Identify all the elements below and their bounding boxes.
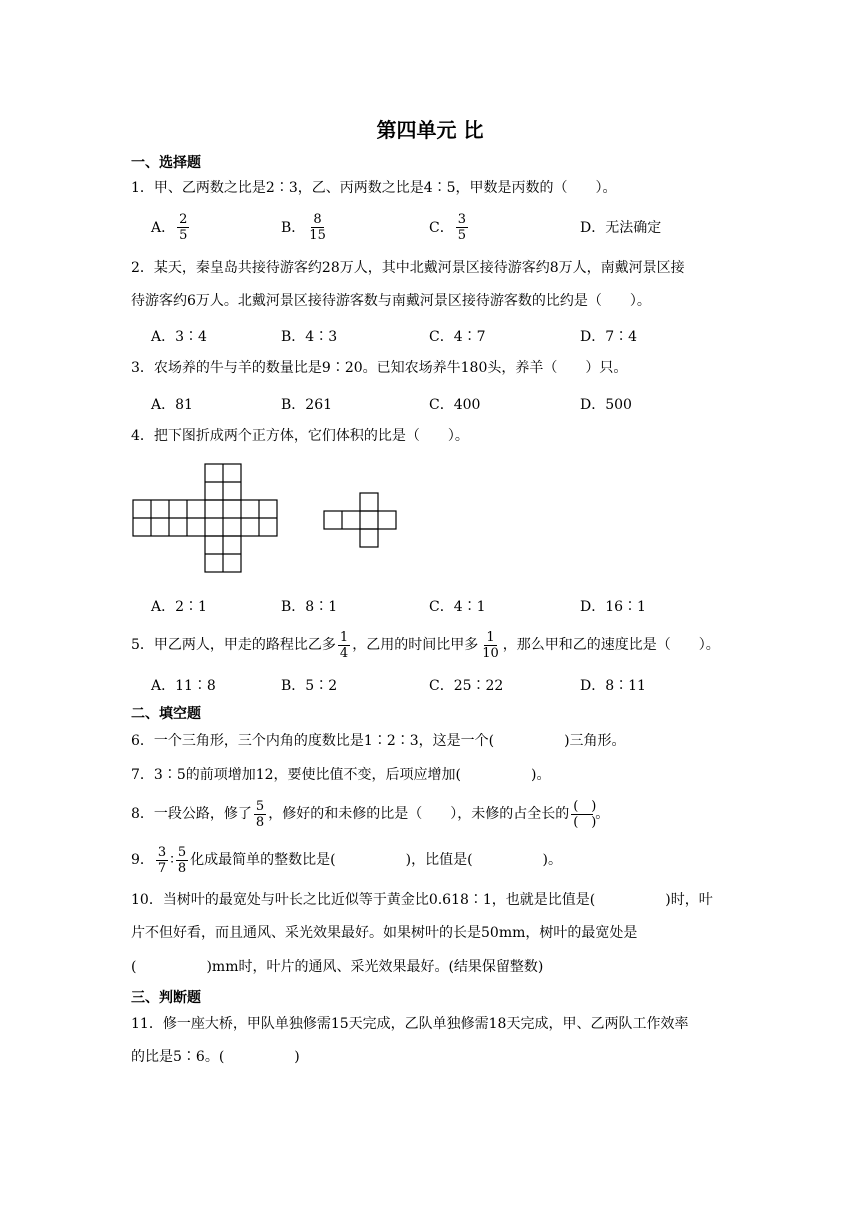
question-10-line-2: 片不但好看，而且通风、采光效果最好。如果树叶的长是50mm，树叶的最宽处是: [131, 925, 638, 941]
question-9-text: 9． $\frac{3}{7}$ ∶ $\frac{5}{8}$ 化成最简单的整数比是( )，比值是( )。: [131, 844, 562, 876]
small-cube-net: [324, 493, 396, 547]
question-5-text: 5．甲乙两人，甲走的路程比乙多 $\frac{1}{4}$ ，乙用的时间比甲多 $\frac{1}{10}$ ，那么甲和乙的速度比是（ ）。: [131, 629, 720, 661]
question-11-line-2: 的比是5∶6。( ): [131, 1049, 300, 1065]
question-2-line-2: 待游客约6万人。北戴河景区接待游客数与南戴河景区接待游客数的比约是（ ）。: [131, 293, 651, 309]
question-1-options: [151, 212, 751, 242]
question-4-text: 4．把下图折成两个正方体，它们体积的比是（ ）。: [131, 428, 469, 444]
fraction: $\frac{5}{8}$: [255, 798, 265, 830]
option-b: B．8∶1: [281, 599, 338, 615]
option-a: A．2∶1: [151, 599, 207, 615]
option-a: A．3∶4: [151, 329, 207, 345]
page-title: 第四单元 比: [376, 118, 484, 142]
section-heading-fill: 二、填空题: [131, 706, 201, 722]
option-d: D．7∶4: [580, 329, 638, 345]
option-c: C．4∶7: [429, 329, 486, 345]
question-11-line-1: 11．修一座大桥，甲队单独修需15天完成，乙队单独修需18天完成，甲、乙两队工作效率: [131, 1016, 689, 1032]
option-b: B．261: [281, 397, 333, 413]
fraction: $\frac{1}{4}$: [339, 629, 349, 661]
option-c: C．25∶22: [429, 678, 504, 694]
section-heading-choice: 一、选择题: [131, 155, 201, 171]
fraction: $\frac{5}{8}$: [177, 844, 187, 876]
question-4-options: [151, 591, 751, 621]
question-2-options: [151, 321, 751, 351]
question-2-line-1: 2．某天，秦皇岛共接待游客约28万人，其中北戴河景区接待游客约8万人，南戴河景区接: [131, 260, 685, 276]
question-5-options: [151, 670, 751, 700]
question-8-text: 8．一段公路，修了 $\frac{5}{8}$ ，修好的和未修的比是（ ），未修的占全长的 $\frac{( )}{( )}$ 。: [131, 798, 610, 830]
question-6-text: 6．一个三角形，三个内角的度数比是1∶2∶3，这是一个( )三角形。: [131, 733, 626, 749]
section-heading-judge: 三、判断题: [131, 990, 201, 1006]
fraction: $\frac{8}{15}$: [309, 211, 326, 243]
fraction: $\frac{3}{7}$: [157, 844, 167, 876]
fraction: $\frac{1}{10}$: [482, 629, 499, 661]
option-d: D．500: [580, 397, 632, 413]
option-a: A． $\frac{2}{5}$: [151, 211, 188, 243]
option-d: D．16∶1: [580, 599, 646, 615]
fraction: $\frac{2}{5}$: [179, 211, 188, 243]
option-c: C． $\frac{3}{5}$: [429, 211, 466, 243]
option-b: B．5∶2: [281, 678, 338, 694]
option-c: C．400: [429, 397, 481, 413]
question-1-text: 1．甲、乙两数之比是2∶3，乙、丙两数之比是4∶5，甲数是丙数的（ ）。: [131, 180, 617, 196]
option-c: C．4∶1: [429, 599, 486, 615]
question-7-text: 7．3∶5的前项增加12，要使比值不变，后项应增加( )。: [131, 767, 551, 783]
question-10-line-3: ( )mm时，叶片的通风、采光效果最好。(结果保留整数): [131, 959, 544, 975]
blank-fraction: $\frac{( )}{( )}$: [573, 798, 597, 830]
question-3-options: [151, 389, 751, 419]
question-3-text: 3．农场养的牛与羊的数量比是9∶20。已知农场养牛180头，养羊（ ）只。: [131, 360, 628, 376]
question-10-line-1: 10．当树叶的最宽处与叶长之比近似等于黄金比0.618∶1，也就是比值是( )时，叶: [131, 892, 713, 908]
option-d: D．8∶11: [580, 678, 646, 694]
option-a: A．11∶8: [151, 678, 216, 694]
large-cube-net: [133, 464, 277, 572]
option-d: D．无法确定: [580, 220, 662, 236]
option-b: B． $\frac{8}{15}$: [281, 211, 326, 243]
option-b: B．4∶3: [281, 329, 338, 345]
option-a: A．81: [151, 397, 193, 413]
fraction: $\frac{3}{5}$: [457, 211, 466, 243]
cube-nets-figure: [130, 460, 410, 578]
